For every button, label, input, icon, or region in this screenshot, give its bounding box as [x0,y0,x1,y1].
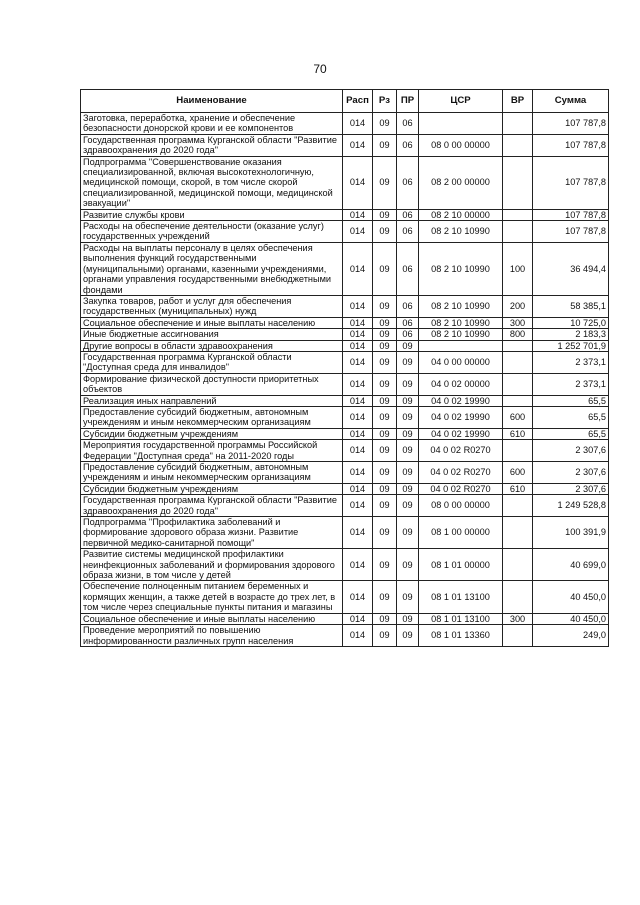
cell-rz: 09 [373,406,397,428]
cell-rz: 09 [373,295,397,317]
cell-pr: 09 [397,440,419,462]
table-body [81,113,609,647]
cell-vr: 600 [503,462,533,484]
cell-name: Социальное обеспечение и иные выплаты населению [81,317,343,328]
cell-name: Реализация иных направлений [81,395,343,406]
table-row [81,428,609,439]
cell-sum: 1 252 701,9 [533,340,609,351]
cell-rz: 09 [373,221,397,243]
cell-rasp: 014 [343,462,373,484]
table-row [81,440,609,462]
cell-csr: 08 2 10 10990 [419,329,503,340]
cell-pr: 06 [397,156,419,209]
table-row [81,134,609,156]
cell-rz: 09 [373,581,397,613]
cell-csr: 04 0 02 19990 [419,395,503,406]
cell-rz: 09 [373,340,397,351]
table-row [81,295,609,317]
cell-sum: 40 450,0 [533,581,609,613]
cell-sum: 2 373,1 [533,351,609,373]
cell-pr: 09 [397,462,419,484]
cell-name: Обеспечение полноценным питанием беременных и кормящих женщин, а также детей в возрасте до трех лет, в том числе через специальные пункты питания и магазины [81,581,343,613]
cell-vr [503,209,533,220]
cell-pr: 09 [397,625,419,647]
cell-pr: 09 [397,483,419,494]
cell-pr: 06 [397,209,419,220]
cell-vr [503,134,533,156]
cell-pr: 06 [397,134,419,156]
cell-name: Закупка товаров, работ и услуг для обеспечения государственных (муниципальных) нужд [81,295,343,317]
cell-vr: 610 [503,483,533,494]
cell-vr: 200 [503,295,533,317]
header-name: Наименование [81,90,343,113]
cell-name: Государственная программа Курганской области "Развитие здравоохранения до 2020 года" [81,495,343,517]
cell-sum: 2 307,6 [533,462,609,484]
table-row [81,317,609,328]
cell-pr: 06 [397,242,419,295]
cell-vr [503,549,533,581]
cell-rasp: 014 [343,221,373,243]
cell-name: Мероприятия государственной программы Российской Федерации "Доступная среда" на 2011-2020 годы [81,440,343,462]
cell-sum: 2 183,3 [533,329,609,340]
cell-name: Государственная программа Курганской области "Развитие здравоохранения до 2020 года" [81,134,343,156]
cell-vr: 610 [503,428,533,439]
cell-pr: 09 [397,373,419,395]
cell-name: Развитие системы медицинской профилактики неинфекционных заболеваний и формирования здорового образа жизни, в том числе у детей [81,549,343,581]
cell-sum: 36 494,4 [533,242,609,295]
cell-csr: 04 0 02 00000 [419,373,503,395]
cell-rasp: 014 [343,340,373,351]
table-row [81,329,609,340]
table-row [81,351,609,373]
cell-rasp: 014 [343,517,373,549]
table-row [81,483,609,494]
cell-rz: 09 [373,395,397,406]
table-row [81,221,609,243]
cell-sum: 107 787,8 [533,113,609,135]
cell-vr: 800 [503,329,533,340]
cell-rasp: 014 [343,440,373,462]
header-rz: Рз [373,90,397,113]
cell-sum: 249,0 [533,625,609,647]
cell-csr: 04 0 02 R0270 [419,462,503,484]
cell-sum: 40 699,0 [533,549,609,581]
cell-sum: 2 373,1 [533,373,609,395]
cell-csr: 08 1 01 13100 [419,581,503,613]
cell-pr: 09 [397,351,419,373]
cell-vr: 600 [503,406,533,428]
cell-vr [503,156,533,209]
cell-pr: 09 [397,406,419,428]
cell-vr [503,440,533,462]
cell-rasp: 014 [343,483,373,494]
cell-sum: 10 725,0 [533,317,609,328]
cell-csr: 04 0 02 R0270 [419,440,503,462]
cell-name: Заготовка, переработка, хранение и обеспечение безопасности донорской крови и ее компонентов [81,113,343,135]
cell-csr: 08 0 00 00000 [419,495,503,517]
cell-rasp: 014 [343,549,373,581]
cell-vr [503,495,533,517]
cell-csr: 08 2 10 10990 [419,221,503,243]
cell-csr: 08 1 00 00000 [419,517,503,549]
cell-pr: 06 [397,113,419,135]
cell-rasp: 014 [343,373,373,395]
cell-name: Подпрограмма "Профилактика заболеваний и формирование здорового образа жизни. Развитие первичной медико-санитарной помощи" [81,517,343,549]
cell-pr: 09 [397,581,419,613]
header-sum: Сумма [533,90,609,113]
cell-vr: 300 [503,613,533,624]
cell-rasp: 014 [343,351,373,373]
cell-sum: 100 391,9 [533,517,609,549]
cell-rz: 09 [373,549,397,581]
cell-name: Развитие службы крови [81,209,343,220]
cell-rz: 09 [373,209,397,220]
table-row [81,495,609,517]
cell-sum: 2 307,6 [533,440,609,462]
cell-rasp: 014 [343,495,373,517]
cell-csr: 04 0 02 19990 [419,406,503,428]
cell-rz: 09 [373,351,397,373]
table-row [81,340,609,351]
cell-csr: 04 0 00 00000 [419,351,503,373]
cell-vr [503,395,533,406]
cell-vr [503,625,533,647]
cell-csr: 08 1 01 13360 [419,625,503,647]
cell-rasp: 014 [343,295,373,317]
cell-pr: 09 [397,517,419,549]
cell-pr: 09 [397,340,419,351]
cell-vr [503,581,533,613]
cell-name: Расходы на выплаты персоналу в целях обеспечения выполнения функций государственными (муниципальными) органами, казенными учреждениями, органами управления государственными внебюджетными фондами [81,242,343,295]
cell-pr: 06 [397,221,419,243]
cell-rz: 09 [373,373,397,395]
cell-sum: 40 450,0 [533,613,609,624]
table-header-row [81,90,609,113]
cell-rz: 09 [373,495,397,517]
cell-rz: 09 [373,329,397,340]
cell-name: Формирование физической доступности приоритетных объектов [81,373,343,395]
cell-sum: 65,5 [533,428,609,439]
cell-name: Предоставление субсидий бюджетным, автономным учреждениям и иным некоммерческим организациям [81,462,343,484]
table-row [81,209,609,220]
cell-rasp: 014 [343,613,373,624]
cell-name: Иные бюджетные ассигнования [81,329,343,340]
cell-vr: 100 [503,242,533,295]
cell-csr: 04 0 02 R0270 [419,483,503,494]
cell-rz: 09 [373,483,397,494]
cell-csr: 04 0 02 19990 [419,428,503,439]
cell-rz: 09 [373,428,397,439]
table-row [81,242,609,295]
table-row [81,373,609,395]
cell-pr: 06 [397,317,419,328]
cell-rz: 09 [373,156,397,209]
cell-rz: 09 [373,242,397,295]
cell-csr: 08 1 01 00000 [419,549,503,581]
cell-name: Расходы на обеспечение деятельности (оказание услуг) государственных учреждений [81,221,343,243]
table-row [81,156,609,209]
cell-pr: 09 [397,613,419,624]
cell-name: Социальное обеспечение и иные выплаты населению [81,613,343,624]
table-row [81,581,609,613]
cell-pr: 06 [397,329,419,340]
cell-rasp: 014 [343,406,373,428]
table-row [81,462,609,484]
cell-rasp: 014 [343,581,373,613]
cell-csr [419,340,503,351]
cell-name: Проведение мероприятий по повышению информированности различных групп населения [81,625,343,647]
cell-vr [503,113,533,135]
cell-rz: 09 [373,317,397,328]
cell-name: Подпрограмма "Совершенствование оказания специализированной, включая высокотехнологичную, медицинской помощи, скорой, в том числе скорой специализированной, медицинской помощи, медицинской эвакуации" [81,156,343,209]
table-row [81,613,609,624]
header-pr: ПР [397,90,419,113]
cell-rz: 09 [373,613,397,624]
cell-sum: 58 385,1 [533,295,609,317]
cell-csr: 08 2 10 10990 [419,317,503,328]
cell-sum: 65,5 [533,395,609,406]
cell-rasp: 014 [343,134,373,156]
cell-sum: 1 249 528,8 [533,495,609,517]
table-row [81,395,609,406]
cell-name: Другие вопросы в области здравоохранения [81,340,343,351]
table-row [81,113,609,135]
cell-csr: 08 2 10 10990 [419,242,503,295]
budget-table [80,89,609,647]
header-vr: ВР [503,90,533,113]
cell-rasp: 014 [343,113,373,135]
cell-sum: 107 787,8 [533,209,609,220]
cell-name: Предоставление субсидий бюджетным, автономным учреждениям и иным некоммерческим организациям [81,406,343,428]
cell-rasp: 014 [343,428,373,439]
cell-name: Субсидии бюджетным учреждениям [81,428,343,439]
cell-pr: 09 [397,549,419,581]
cell-vr: 300 [503,317,533,328]
cell-csr: 08 2 10 10990 [419,295,503,317]
cell-csr: 08 2 00 00000 [419,156,503,209]
cell-rz: 09 [373,517,397,549]
cell-csr: 08 0 00 00000 [419,134,503,156]
cell-name: Государственная программа Курганской области "Доступная среда для инвалидов" [81,351,343,373]
cell-pr: 09 [397,495,419,517]
header-rasp: Расп [343,90,373,113]
cell-rasp: 014 [343,209,373,220]
cell-rz: 09 [373,113,397,135]
cell-rasp: 014 [343,329,373,340]
cell-vr [503,351,533,373]
cell-csr [419,113,503,135]
cell-csr: 08 1 01 13100 [419,613,503,624]
cell-rasp: 014 [343,625,373,647]
cell-sum: 2 307,6 [533,483,609,494]
cell-rz: 09 [373,462,397,484]
table-row [81,406,609,428]
cell-vr [503,517,533,549]
cell-rasp: 014 [343,156,373,209]
cell-vr [503,340,533,351]
table-row [81,549,609,581]
cell-rasp: 014 [343,242,373,295]
cell-pr: 09 [397,428,419,439]
cell-rz: 09 [373,440,397,462]
cell-name: Субсидии бюджетным учреждениям [81,483,343,494]
cell-rz: 09 [373,625,397,647]
cell-pr: 09 [397,395,419,406]
table-row [81,517,609,549]
cell-vr [503,373,533,395]
header-csr: ЦСР [419,90,503,113]
cell-rz: 09 [373,134,397,156]
cell-sum: 65,5 [533,406,609,428]
cell-rasp: 014 [343,317,373,328]
cell-sum: 107 787,8 [533,156,609,209]
table-row [81,625,609,647]
cell-vr [503,221,533,243]
page-number: 70 [313,62,327,76]
cell-rasp: 014 [343,395,373,406]
cell-sum: 107 787,8 [533,134,609,156]
cell-sum: 107 787,8 [533,221,609,243]
cell-csr: 08 2 10 00000 [419,209,503,220]
cell-pr: 06 [397,295,419,317]
